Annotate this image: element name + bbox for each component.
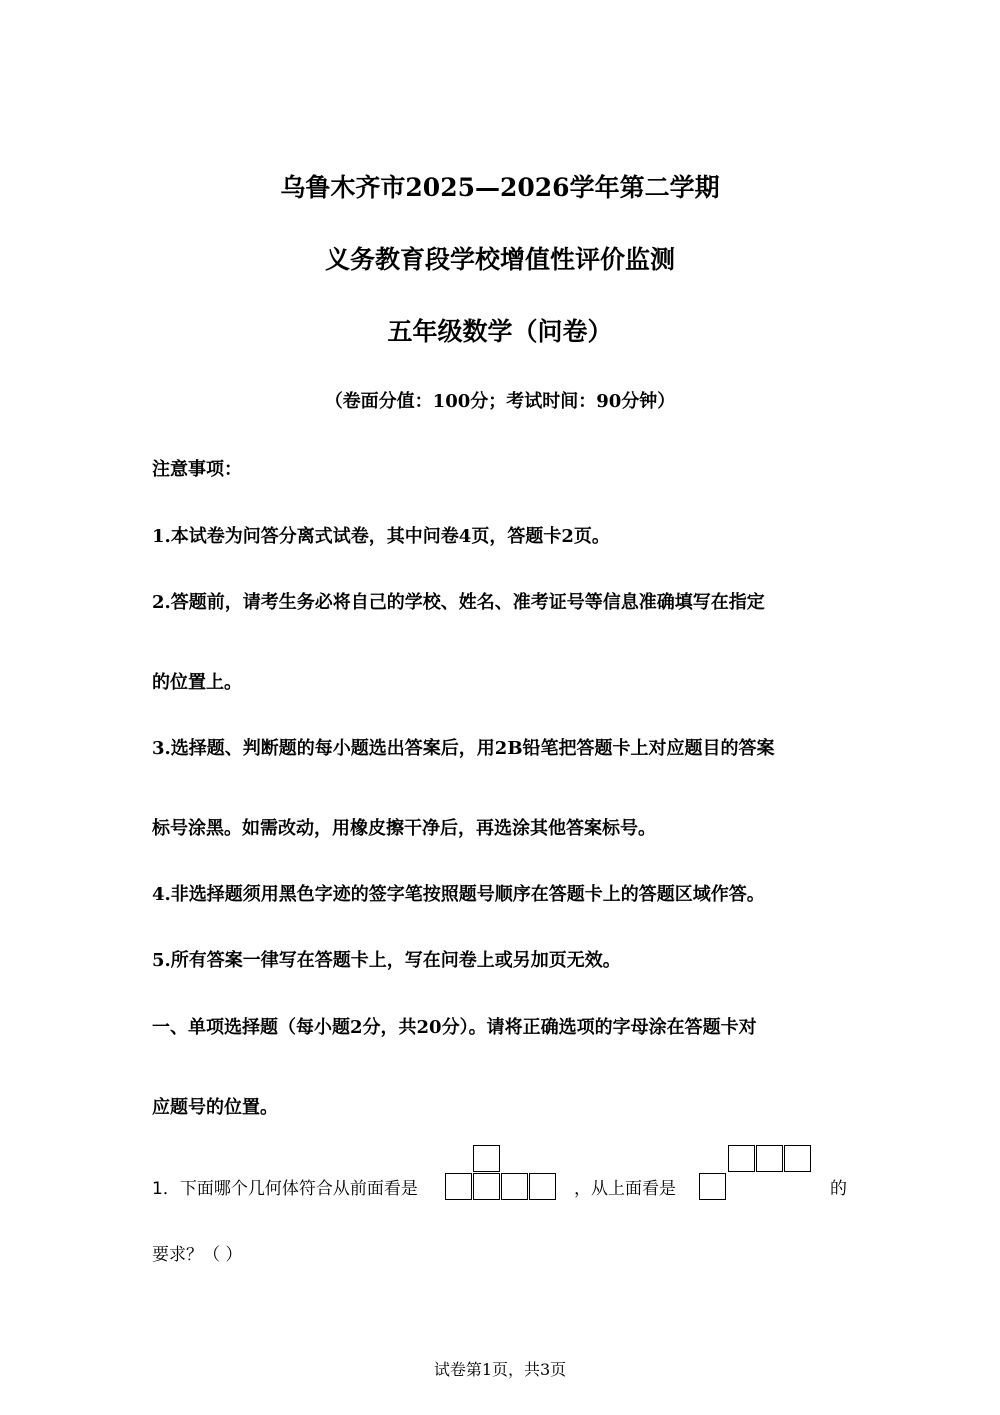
question1-text-b: ，从上面看是 bbox=[574, 1179, 676, 1199]
note-item: 2.答题前，请考生务必将自己的学校、姓名、准考证号等信息准确填写在指定 bbox=[152, 592, 765, 613]
note-item: 4.非选择题须用黑色字迹的签字笔按照题号顺序在答题卡上的答题区域作答。 bbox=[152, 884, 765, 905]
note-item: 5.所有答案一律写在答题卡上，写在问卷上或另加页无效。 bbox=[152, 950, 621, 971]
exam-title-line1: 乌鲁木齐市2025—2026学年第二学期 bbox=[280, 173, 720, 202]
page-footer: 试卷第1页，共3页 bbox=[433, 1360, 567, 1379]
question1-text-d: 要求？（ ） bbox=[152, 1245, 243, 1265]
score-time-info: （卷面分值：100分；考试时间：90分钟） bbox=[324, 391, 676, 412]
section1-heading-cont: 应题号的位置。 bbox=[152, 1097, 278, 1118]
note-item: 1.本试卷为问答分离式试卷，其中问卷4页，答题卡2页。 bbox=[152, 526, 610, 547]
note-item: 标号涂黑。如需改动，用橡皮擦干净后，再选涂其他答案标号。 bbox=[152, 818, 656, 839]
exam-title-line3: 五年级数学（问卷） bbox=[387, 317, 613, 346]
notes-heading: 注意事项： bbox=[152, 459, 242, 480]
note-item: 3.选择题、判断题的每小题选出答案后，用2B铅笔把答题卡上对应题目的答案 bbox=[152, 738, 775, 759]
question1-text-a: 1．下面哪个几何体符合从前面看是 bbox=[152, 1179, 418, 1199]
exam-title-line2: 义务教育段学校增值性评价监测 bbox=[324, 245, 675, 274]
top-view-figure bbox=[699, 1145, 816, 1203]
note-item: 的位置上。 bbox=[152, 672, 242, 693]
question1-text-c: 的 bbox=[830, 1179, 847, 1199]
section1-heading: 一、单项选择题（每小题2分，共20分）。请将正确选项的字母涂在答题卡对 bbox=[152, 1017, 757, 1038]
front-view-figure bbox=[445, 1145, 561, 1203]
